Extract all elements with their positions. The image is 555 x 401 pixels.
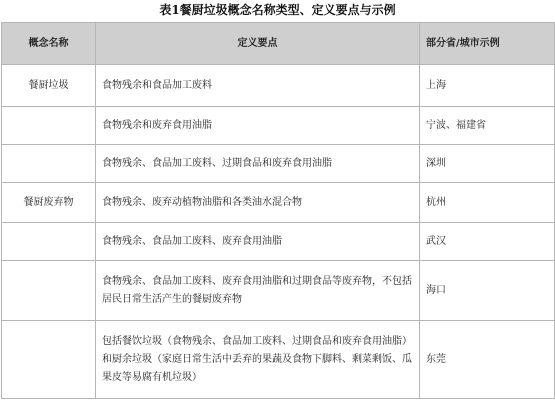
- definition-cell: 食物残余、食品加工废料、废弃食用油脂: [96, 223, 420, 261]
- header-city-example: 部分省/城市示例: [420, 23, 555, 65]
- concept-cell: [2, 145, 96, 183]
- definition-cell: 食物残余和食品加工废料: [96, 65, 420, 107]
- definition-cell: 食物残余、食品加工废料、废弃食用油脂和过期食品等废弃物，不包括居民日常生活产生的餐厨废弃物: [96, 261, 420, 321]
- concept-cell: [2, 261, 96, 321]
- table-header-row: [2, 23, 555, 65]
- table-row: [2, 65, 555, 107]
- table-title: 表1餐厨垃圾概念名称类型、定义要点与示例: [159, 3, 396, 17]
- concept-cell: [2, 107, 96, 145]
- city-cell: 海口: [420, 261, 555, 321]
- city-cell: 杭州: [420, 183, 555, 223]
- concept-cell: [2, 321, 96, 399]
- city-cell: 东莞: [420, 321, 555, 399]
- city-cell: 宁波、福建省: [420, 107, 555, 145]
- city-cell: 武汉: [420, 223, 555, 261]
- definition-cell: 食物残余、废弃动植物油脂和各类油水混合物: [96, 183, 420, 223]
- concept-cell: 餐厨废弃物: [2, 183, 96, 223]
- table-row: [2, 183, 555, 223]
- table-row: [2, 107, 555, 145]
- concept-cell: 餐厨垃圾: [2, 65, 96, 107]
- table-row: [2, 321, 555, 399]
- definition-cell: 食物残余、食品加工废料、过期食品和废弃食用油脂: [96, 145, 420, 183]
- city-cell: 上海: [420, 65, 555, 107]
- table-row: [2, 223, 555, 261]
- header-definition: 定义要点: [96, 23, 420, 65]
- definition-cell: 包括餐饮垃圾（食物残余、食品加工废料、过期食品和废弃食用油脂）和厨余垃圾（家庭日常生活中丢弃的果蔬及食物下脚料、剩菜剩饭、瓜果皮等易腐有机垃圾）: [96, 321, 420, 399]
- table-row: [2, 145, 555, 183]
- header-concept-name: 概念名称: [2, 23, 96, 65]
- definition-cell: 食物残余和废弃食用油脂: [96, 107, 420, 145]
- concept-cell: [2, 223, 96, 261]
- table-row: [2, 261, 555, 321]
- definition-table: [1, 22, 555, 399]
- city-cell: 深圳: [420, 145, 555, 183]
